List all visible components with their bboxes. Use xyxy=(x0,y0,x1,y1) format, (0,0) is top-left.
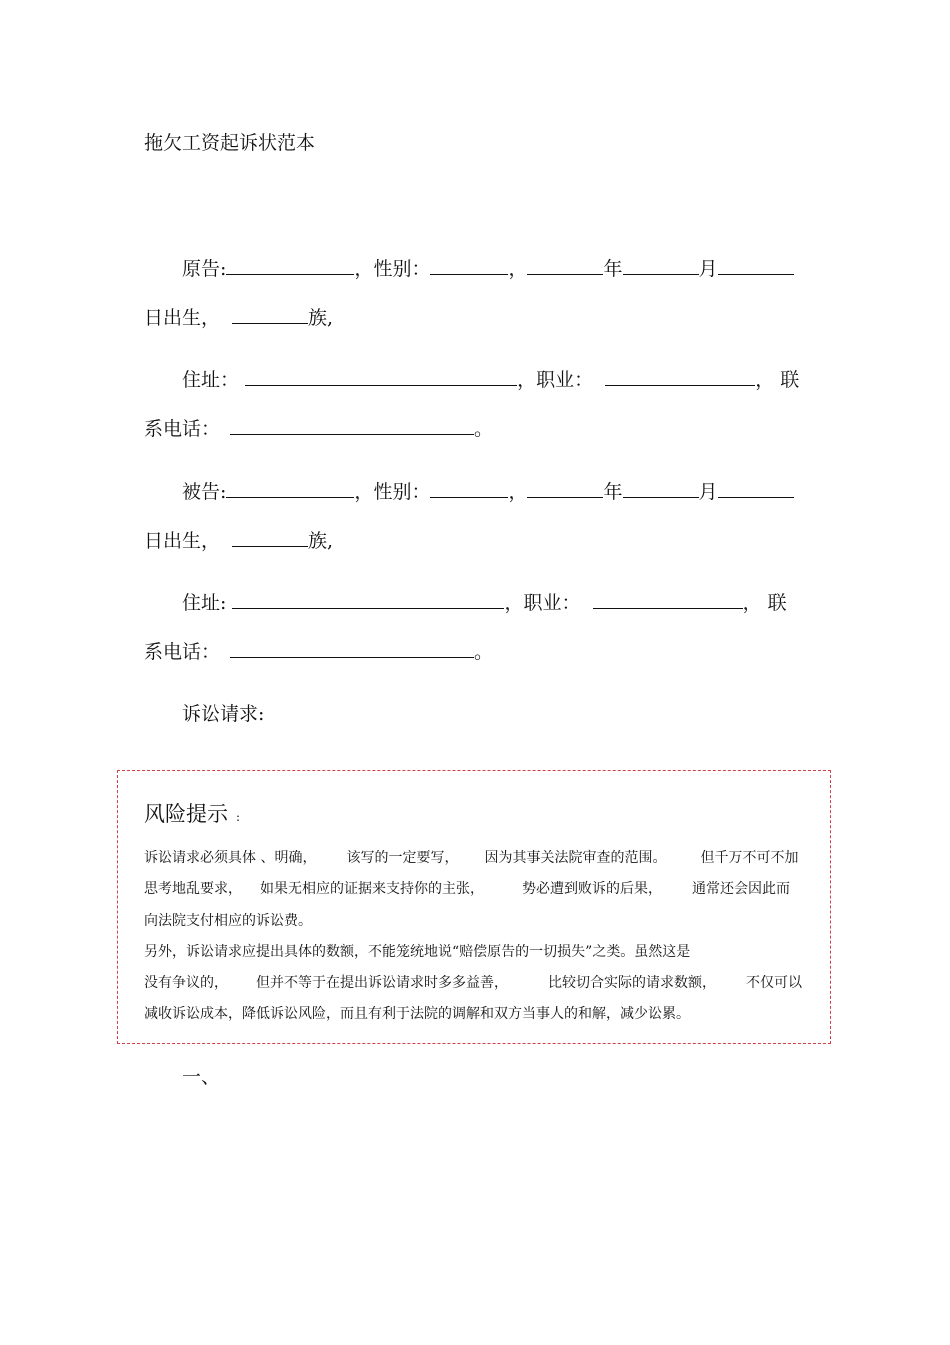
risk-line-4 xyxy=(144,941,690,961)
plaintiff-job-blank[interactable] xyxy=(605,365,755,386)
risk-text-segment: 但千万不可不加 xyxy=(700,850,799,866)
plaintiff-address-label: 住址 xyxy=(182,369,221,391)
risk-text-segment: 因为其事关法院审查的范围。 xyxy=(484,850,667,866)
plaintiff-phone-label: 系电话： xyxy=(144,418,221,440)
claims-label: 诉讼请求: xyxy=(182,703,265,725)
defendant-job-label: 职业 xyxy=(523,592,562,614)
defendant-period: 。 xyxy=(474,641,494,663)
plaintiff-gender-blank[interactable] xyxy=(430,254,508,275)
plaintiff-line-4 xyxy=(144,414,493,443)
defendant-year-label: 年 xyxy=(603,481,623,503)
plaintiff-label: 原告 xyxy=(182,258,221,280)
defendant-line-4 xyxy=(144,637,493,666)
risk-line-5 xyxy=(144,972,802,992)
document-title: 拖欠工资起诉状范本 xyxy=(144,132,316,154)
plaintiff-phone-blank[interactable] xyxy=(230,414,474,435)
risk-line-3 xyxy=(144,910,312,930)
risk-text-segment: 没有争议的， xyxy=(144,975,228,991)
defendant-gender-label: 性别 xyxy=(373,481,412,503)
defendant-line-3: 住址: ，职业： ， 联 xyxy=(182,588,787,617)
plaintiff-job-label: 职业 xyxy=(536,369,575,391)
plaintiff-year-blank[interactable] xyxy=(527,254,603,275)
plaintiff-ethnic-label: 族, xyxy=(308,307,334,329)
risk-text-segment: 如果无相应的证据来支持你的主张， xyxy=(260,881,484,897)
risk-text-segment: 思考地乱要求， xyxy=(144,881,242,897)
plaintiff-line-2 xyxy=(144,303,333,332)
defendant-month-blank[interactable] xyxy=(623,477,699,498)
plaintiff-contact-prefix: 联 xyxy=(780,369,800,391)
risk-title-colon: : xyxy=(236,810,241,824)
plaintiff-address-blank[interactable] xyxy=(245,365,517,386)
plaintiff-period: 。 xyxy=(474,418,494,440)
risk-line-6 xyxy=(144,1003,690,1023)
plaintiff-day-blank[interactable] xyxy=(718,254,794,275)
defendant-year-blank[interactable] xyxy=(527,477,603,498)
defendant-name-blank[interactable] xyxy=(226,477,354,498)
defendant-ethnic-label: 族, xyxy=(308,530,334,552)
risk-text-segment: 该写的一定要写， xyxy=(346,850,459,866)
defendant-address-blank[interactable] xyxy=(232,588,504,609)
defendant-month-label: 月 xyxy=(698,481,718,503)
defendant-day-blank[interactable] xyxy=(718,477,794,498)
risk-notice-title xyxy=(144,798,240,828)
plaintiff-line-1: 原告: ，性别： ， 年 月 xyxy=(182,254,794,283)
risk-text-segment: 但并不等于在提出诉讼请求时多多益善， xyxy=(256,975,508,991)
defendant-gender-blank[interactable] xyxy=(430,477,508,498)
plaintiff-month-blank[interactable] xyxy=(623,254,699,275)
defendant-ethnic-blank[interactable] xyxy=(232,526,308,547)
risk-text-segment: 诉讼请求必须具体 、明确， xyxy=(144,850,317,866)
defendant-line-2 xyxy=(144,526,333,555)
risk-text-segment: 势必遭到败诉的后果， xyxy=(522,881,662,897)
plaintiff-birth-label: 日出生， xyxy=(144,307,221,329)
item-one-marker: 一、 xyxy=(182,1066,221,1088)
defendant-line-1: 被告: ，性别： ， 年 月 xyxy=(182,477,794,506)
risk-text-segment: 不仅可以 xyxy=(746,975,802,991)
plaintiff-gender-label: 性别 xyxy=(373,258,412,280)
plaintiff-ethnic-blank[interactable] xyxy=(232,303,308,324)
defendant-contact-prefix: 联 xyxy=(767,592,787,614)
plaintiff-month-label: 月 xyxy=(698,258,718,280)
risk-text-segment: 减收诉讼成本，降低诉讼风险，而且有利于法院的调解和双方当事人的和解，减少讼累。 xyxy=(144,1006,690,1022)
plaintiff-name-blank[interactable] xyxy=(226,254,354,275)
risk-line-2 xyxy=(144,878,790,898)
defendant-phone-blank[interactable] xyxy=(230,637,474,658)
risk-line-1 xyxy=(144,847,798,867)
defendant-label: 被告 xyxy=(182,481,221,503)
risk-text-segment: 另外，诉讼请求应提出具体的数额，不能笼统地说“赔偿原告的一切损失”之类。虽然这是 xyxy=(144,944,691,960)
defendant-phone-label: 系电话： xyxy=(144,641,221,663)
defendant-address-label: 住址 xyxy=(182,592,221,614)
risk-text-segment: 比较切合实际的请求数额， xyxy=(548,975,716,991)
defendant-birth-label: 日出生， xyxy=(144,530,221,552)
risk-text-segment: 向法院支付相应的诉讼费。 xyxy=(144,913,312,929)
risk-text-segment: 通常还会因此而 xyxy=(692,881,790,897)
risk-title-text: 风险提示 xyxy=(144,802,228,826)
plaintiff-year-label: 年 xyxy=(603,258,623,280)
plaintiff-line-3: 住址： ，职业： ， 联 xyxy=(182,365,799,394)
defendant-job-blank[interactable] xyxy=(593,588,743,609)
